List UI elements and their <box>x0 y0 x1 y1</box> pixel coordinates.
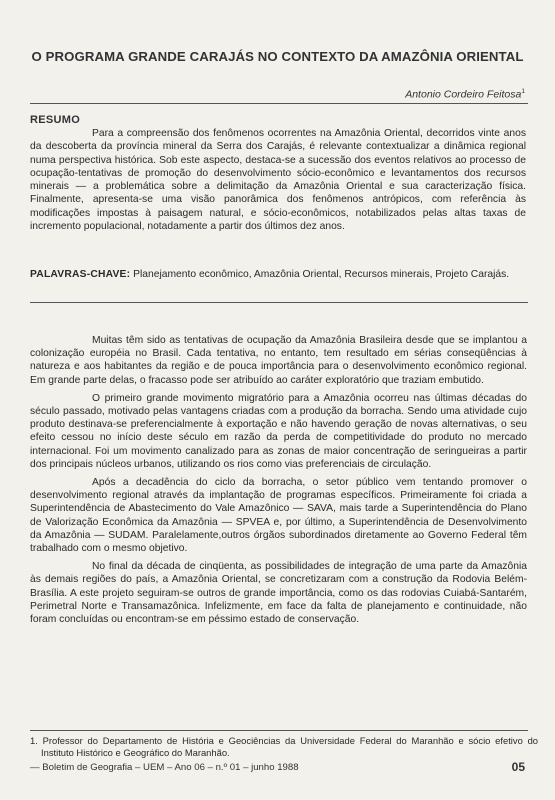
divider-abstract <box>30 302 528 303</box>
abstract-heading: RESUMO <box>30 114 81 126</box>
body-paragraph: Muitas têm sido as tentativas de ocupação da Amazônia Brasileira desde que se implantou a colonização européia no Brasil. Cada tentativa, no entanto, tem resultado em sérias conseqüências à natureza e aos habitantes da região e de pouca importância para o desenvolvimento econômico regional. Em grande parte delas, o fracasso pode ser atribuído ao caráter exploratório que traziam embutido. <box>30 335 527 386</box>
article-body <box>30 334 527 631</box>
page-number: 05 <box>511 760 525 774</box>
keywords <box>30 268 526 281</box>
footnote-divider <box>30 730 528 731</box>
author-name: Antonio Cordeiro Feitosa <box>405 88 522 101</box>
journal-footer: — Boletim de Geografia – UEM – Ano 06 – n.º 01 – junho 1988 <box>30 762 299 773</box>
body-paragraph: Após a decadência do ciclo da borracha, o setor público vem tentando promover o desenvolvimento regional através da implantação de programas específicos. Primeiramente foi criada a Superintendência de Abastecimento do Vale Amazônico — SAVA, mais tarde a Superintendência do Plano de Valorização Econômica da Amazônia — SPVEA e, por último, a Superintendência de Desenvolvimento da Amazônia — SUDAM. Paralelamente,outros órgãos subordinados diretamente ao Governo Federal têm trabalhado com o mesmo objetivo. <box>30 477 527 555</box>
divider-top <box>30 103 528 104</box>
keywords-text: Planejamento econômico, Amazônia Oriental, Recursos minerais, Projeto Carajás. <box>133 269 510 280</box>
abstract-text: Para a compreensão dos fenômenos ocorrentes na Amazônia Oriental, decorridos vinte anos da descoberta da província mineral da Serra dos Carajás, é relevante contextualizar a dinâmica regional numa perspectiva histórica. Sob este aspecto, destaca-se a sucessão dos eventos relativos ao processo de ocupação-tentativas de promoção do desenvolvimento sócio-econômico e levantamentos dos recursos minerais — a problemática sobre a delimitação da Amazônia Oriental e sua caracterização física. Finalmente, apresenta-se uma visão panorâmica dos fenômenos antrópicos, com referência às modificações impostas à paisagem natural, e sócio-econômicos, notabilizados pelas altas taxas de incremento populacional, notadamente a partir dos últimos dez anos. <box>30 128 526 233</box>
body-paragraph: No final da década de cinqüenta, as possibilidades de integração de uma parte da Amazônia às demais regiões do país, a Amazônia Oriental, se concretizaram com a construção da Rodovia Belém-Brasília. A este projeto seguiram-se outros de grande importância, como os das rodovias Cuiabá-Santarém, Perimetral Norte e Transamazônica. Infelizmente, em face da falta de planejamento e continuidade, não foram concluídas ou encontram-se em péssimo estado de conservação. <box>30 561 527 626</box>
body-paragraph: O primeiro grande movimento migratório para a Amazônia ocorreu nas últimas décadas do século passado, motivado pelas vantagens criadas com a produção da borracha. Sendo uma atividade cujo produto destinava-se preferencialmente à exportação e não havendo geração de novas alternativas, o seu efeito cessou no início deste século em razão da perda de competitividade do produto no mercado internacional. Foi um movimento canalizado para as zonas de maior concentração de seringueiras a partir dos principais núcleos urbanos, utilizando os rios como vias preferenciais de circulação. <box>30 392 527 470</box>
article-title: O PROGRAMA GRANDE CARAJÁS NO CONTEXTO DA AMAZÔNIA ORIENTAL <box>31 49 524 64</box>
keywords-label: PALAVRAS-CHAVE: <box>30 269 131 280</box>
footnote: 1. Professor do Departamento de História e Geociências da Universidade Federal do Maranhão e sócio efetivo do Instituto Histórico e Geográfico do Maranhão. <box>30 735 538 758</box>
author-footnote-marker: 1 <box>521 88 525 95</box>
author-line <box>405 88 525 101</box>
